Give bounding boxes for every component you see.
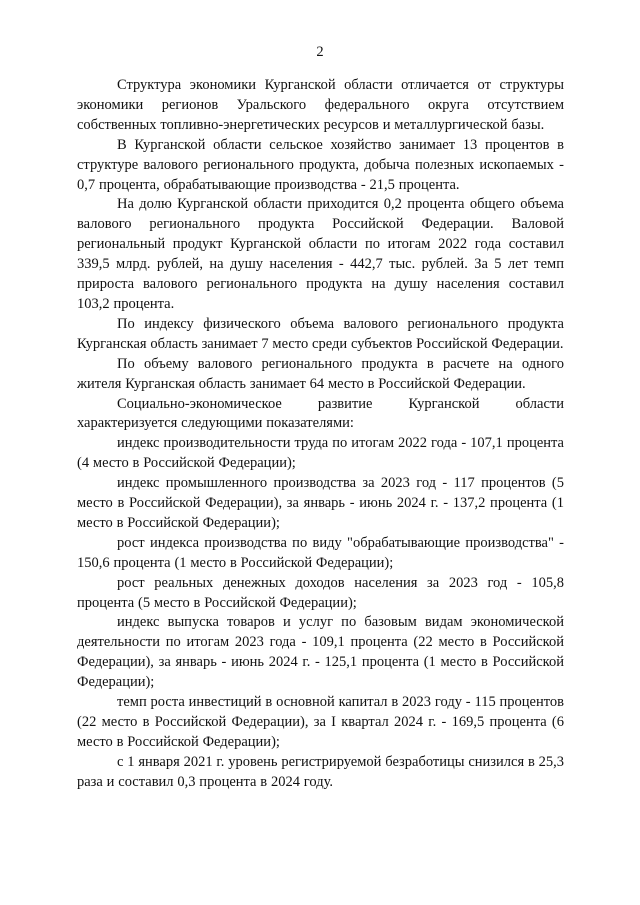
document-body <box>77 76 564 793</box>
list-item-manufacturing-index: рост индекса производства по виду "обрабатывающие производства" - 150,6 процента (1 место в Российской Федерации); <box>77 534 564 571</box>
paragraph-economy-structure: Структура экономики Курганской области отличается от структуры экономики регионов Уральского федерального округа отсутствием собственных топливно-энергетических ресурсов и металлургической базы. <box>77 77 564 133</box>
paragraph-grp-per-capita-rank: По объему валового регионального продукта в расчете на одного жителя Курганская область занимает 64 место в Российской Федерации. <box>77 355 564 392</box>
page-number: 2 <box>316 44 324 60</box>
paragraph-sector-shares: В Курганской области сельское хозяйство занимает 13 процентов в структуре валового регионального продукта, добыча полезных ископаемых - 0,7 процента, обрабатывающие производства - 21,5 процента. <box>77 136 564 193</box>
paragraph-physical-volume-index: По индексу физического объема валового регионального продукта Курганская область занимает 7 место среди субъектов Российской Федерации. <box>77 315 564 352</box>
list-item-goods-services-output: индекс выпуска товаров и услуг по базовым видам экономической деятельности по итогам 2023 года - 109,1 процента (22 место в Российской Федерации), за январь - июнь 2024 г. - 125,1 процента (1 место в Российской Федерации); <box>77 614 564 691</box>
list-item-real-income: рост реальных денежных доходов населения за 2023 год - 105,8 процента (5 место в Российской Федерации); <box>77 574 564 611</box>
paragraph-indicators-intro: Социально-экономическое развитие Курганской области характеризуется следующими показателями: <box>77 395 564 432</box>
list-item-industrial-production: индекс промышленного производства за 2023 год - 117 процентов (5 место в Российской Федерации), за январь - июнь 2024 г. - 137,2 процента (1 место в Российской Федерации); <box>77 475 564 531</box>
list-item-investment-growth: темп роста инвестиций в основной капитал в 2023 году - 115 процентов (22 место в Российской Федерации), за I квартал 2024 г. - 169,5 процента (6 место в Российской Федерации); <box>77 694 564 750</box>
paragraph-grp-share: На долю Курганской области приходится 0,2 процента общего объема валового регионального продукта Российской Федерации. Валовой региональный продукт Курганской области по итогам 2022 года составил 339,5 млрд. рублей, на душу населения - 442,7 тыс. рублей. За 5 лет темп прироста валового регионального продукта на душу населения составил 103,2 процента. <box>77 196 564 312</box>
list-item-unemployment: с 1 января 2021 г. уровень регистрируемой безработицы снизился в 25,3 раза и составил 0,3 процента в 2024 году. <box>77 753 564 790</box>
list-item-labor-productivity: индекс производительности труда по итогам 2022 года - 107,1 процента (4 место в Российской Федерации); <box>77 435 564 472</box>
